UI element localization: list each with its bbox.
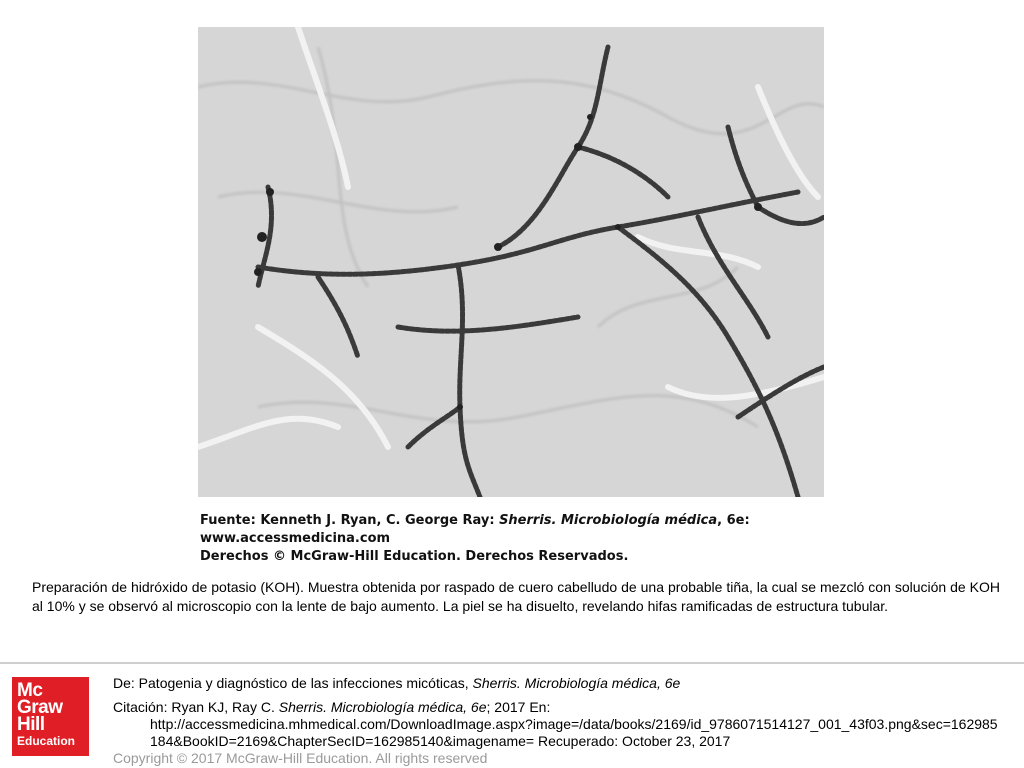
mcgraw-hill-education-logo [12, 677, 89, 756]
microscopy-image [198, 27, 824, 497]
caption-source-suffix: , 6e: [717, 513, 750, 528]
citation-suffix: ; 2017 En: [486, 699, 551, 715]
citation-line [113, 699, 1013, 716]
citation-block [113, 675, 1013, 767]
caption-rights: Derechos © McGraw-Hill Education. Derechos Reservados. [200, 549, 629, 564]
copyright-notice: Copyright © 2017 McGraw-Hill Education. All rights reserved [113, 750, 488, 766]
figure-source-caption [198, 497, 824, 563]
hyphae-micrograph [198, 27, 824, 497]
divider [0, 662, 1024, 664]
citation-url-line-2: 184&BookID=2169&ChapterSecID=162985140&imagename= Recuperado: October 23, 2017 [150, 733, 731, 749]
caption-source-line [200, 512, 824, 530]
caption-book-title: Sherris. Microbiología médica [499, 513, 718, 528]
citation-dot: . [270, 699, 279, 715]
logo-line-graw: Graw [17, 697, 63, 718]
logo-line-mc: Mc [17, 680, 43, 701]
logo-line-hill: Hill [17, 714, 45, 735]
from-prefix: De: Patogenia y diagnóstico de las infecciones micóticas, [113, 675, 473, 691]
citation-title: Sherris. Microbiología médica, 6e [278, 699, 487, 715]
from-line [113, 675, 1013, 692]
citation-prefix: Citación: Ryan KJ, Ray C [113, 699, 271, 715]
caption-source-prefix: Fuente: Kenneth J. Ryan, C. George Ray: [200, 513, 500, 528]
logo-line-education: Education [17, 734, 76, 748]
from-title: Sherris. Microbiología médica, 6e [472, 675, 681, 691]
caption-website: www.accessmedicina.com [200, 531, 391, 546]
citation-url-line-1[interactable]: http://accessmedicina.mhmedical.com/DownloadImage.aspx?image=/data/books/2169/id_9786071514127_001_43f03.png&sec=162985 [150, 716, 998, 732]
figure-description: Preparación de hidróxido de potasio (KOH). Muestra obtenida por raspado de cuero cabelludo de una probable tiña, la cual se mezcló con solución de KOH al 10% y se observó al microscopio con la lente de bajo aumento. La piel se ha disuelto, revelando hifas ramificadas de estructura tubular. [32, 579, 1000, 614]
